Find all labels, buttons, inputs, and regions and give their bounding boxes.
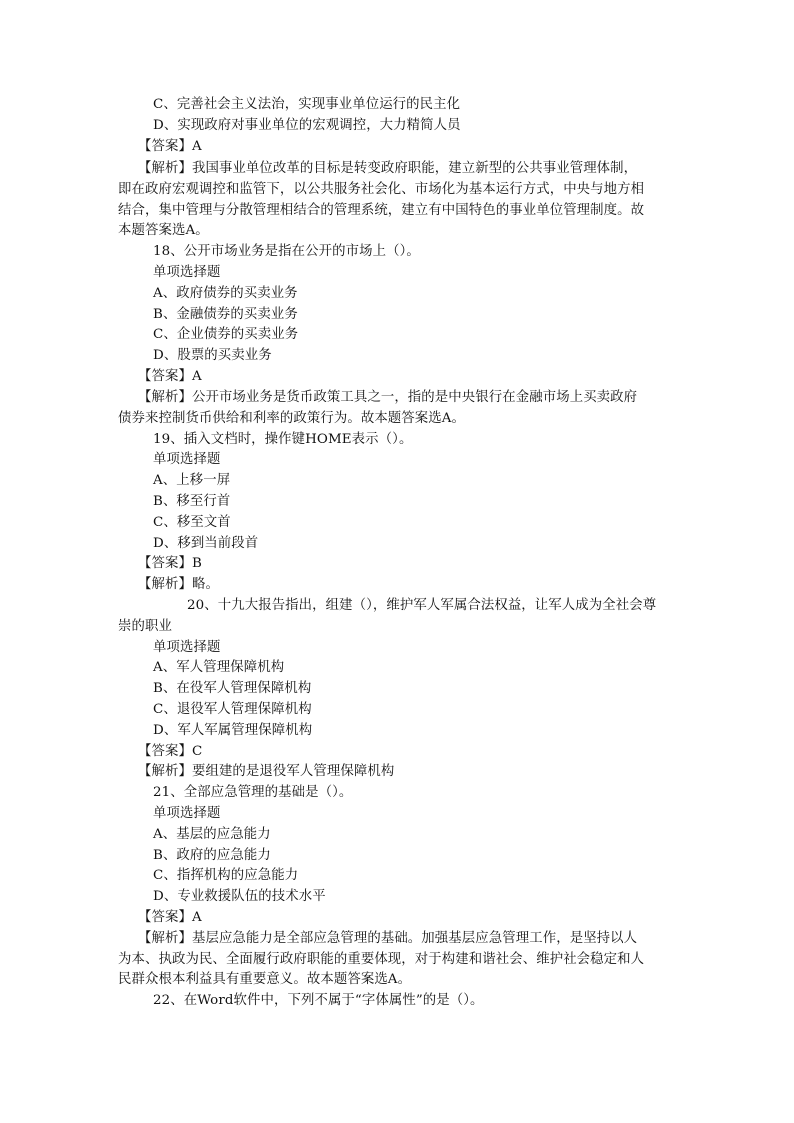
question-type: 单项选择题 [153,806,221,821]
analysis-line: 为本、执政为民、全面履行政府职能的重要体现，对于构建和谐社会、维护社会稳定和人 [118,952,645,967]
question-type: 单项选择题 [153,452,221,467]
analysis-line: 即在政府宏观调控和监管下，以公共服务社会化、市场化为基本运行方式，中央与地方相 [118,182,645,197]
question-21: 21、全部应急管理的基础是（）。 [153,785,353,800]
analysis-line: 结合，集中管理与分散管理相结合的管理系统，建立有中国特色的事业单位管理制度。故 [118,203,645,218]
option-a: A、政府债券的买卖业务 [153,286,298,301]
option-c: C、移至文首 [153,515,231,530]
answer: 【答案】C [138,744,203,759]
option-a: A、军人管理保障机构 [153,660,285,675]
question-type: 单项选择题 [153,640,221,655]
option-b: B、金融债券的买卖业务 [153,307,298,322]
analysis-line: 【解析】基层应急能力是全部应急管理的基础。加强基层应急管理工作，是坚持以人 [138,931,638,946]
analysis-line: 【解析】公开市场业务是货币政策工具之一，指的是中央银行在金融市场上买卖政府 [138,390,638,405]
option-d: D、军人军属管理保障机构 [153,723,313,738]
question-20-cont: 崇的职业 [118,619,172,634]
answer: 【答案】A [138,369,202,384]
question-19: 19、插入文档时，操作键HOME表示（）。 [153,432,413,447]
analysis: 【解析】略。 [138,577,219,592]
option-d: D、移到当前段首 [153,536,259,551]
analysis-line: 【解析】我国事业单位改革的目标是转变政府职能，建立新型的公共事业管理体制， [138,161,638,176]
question-20: 20、十九大报告指出，组建（），维护军人军属合法权益，让军人成为全社会尊 [187,598,657,613]
question-type: 单项选择题 [153,265,221,280]
option-b: B、政府的应急能力 [153,848,271,863]
answer: 【答案】A [138,910,202,925]
option-c: C、退役军人管理保障机构 [153,702,312,717]
analysis-line: 债券来控制货币供给和利率的政策行为。故本题答案选A。 [118,411,466,426]
answer: 【答案】A [138,139,202,154]
option-b: B、移至行首 [153,494,231,509]
option-d: D、专业救援队伍的技术水平 [153,889,326,904]
option-c: C、完善社会主义法治，实现事业单位运行的民主化 [153,97,461,112]
option-c: C、指挥机构的应急能力 [153,868,299,883]
option-d: D、股票的买卖业务 [153,348,272,363]
analysis-line: 本题答案选A。 [118,223,209,238]
option-a: A、上移一屏 [153,473,231,488]
analysis-line: 民群众根本利益具有重要意义。故本题答案选A。 [118,972,412,987]
analysis: 【解析】要组建的是退役军人管理保障机构 [138,764,395,779]
answer: 【答案】B [138,556,202,571]
question-18: 18、公开市场业务是指在公开的市场上（）。 [153,244,420,259]
option-a: A、基层的应急能力 [153,827,271,842]
option-c: C、企业债券的买卖业务 [153,327,299,342]
question-22: 22、在Word软件中，下列不属于“字体属性”的是（）。 [153,993,484,1008]
option-d: D、实现政府对事业单位的宏观调控，大力精简人员 [153,118,461,133]
option-b: B、在役军人管理保障机构 [153,681,312,696]
